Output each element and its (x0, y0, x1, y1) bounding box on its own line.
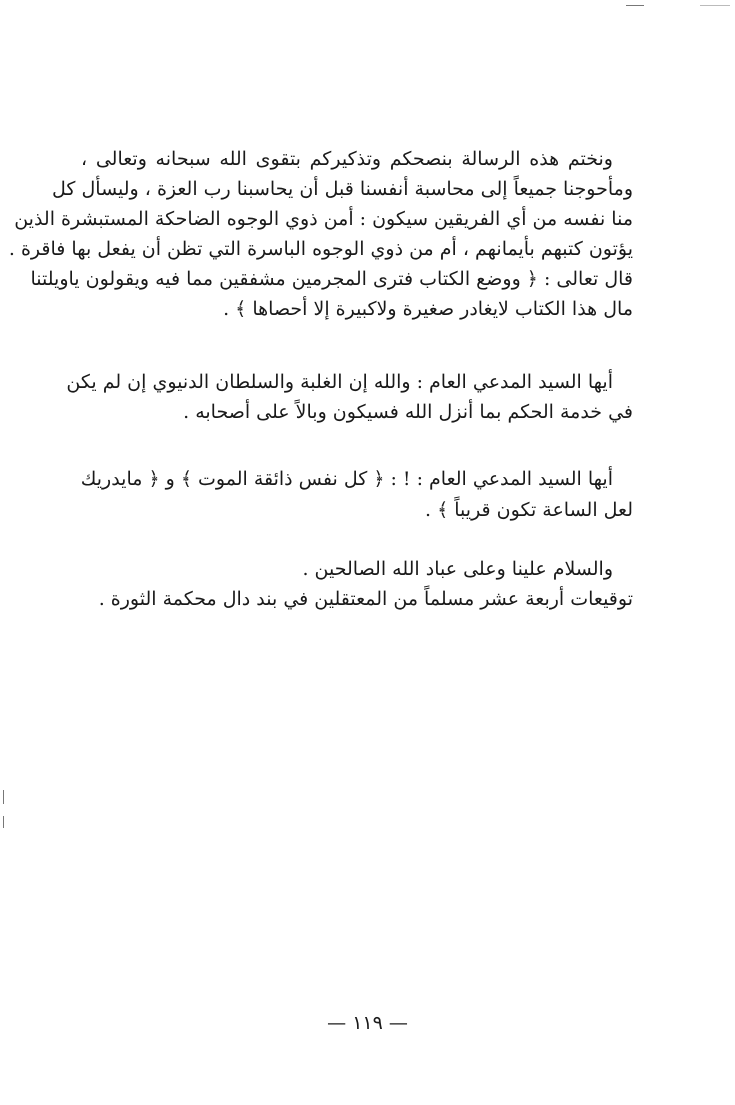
paragraph-2-line-1: أيها السيد المدعي العام : والله إن الغلبة والسلطان الدنيوي إن لم يكن (66, 371, 613, 393)
paragraph-1-line-5: قال تعالى : ﴿ ووضع الكتاب فترى المجرمين مشفقين مما فيه ويقولون ياويلتنا (30, 268, 633, 290)
scan-artifact-mark (3, 790, 4, 804)
paragraph-3-line-1: أيها السيد المدعي العام : ! : ﴿ كل نفس ذائقة الموت ﴾ و ﴿ مايدريك (80, 468, 613, 490)
paragraph-1-line-4: يؤتون كتبهم بأيمانهم ، أم من ذوي الوجوه الباسرة التي تظن أن يفعل بها فاقرة . (8, 238, 633, 260)
paragraph-5-line-1: توقيعات أربعة عشر مسلماً من المعتقلين في بند دال محكمة الثورة . (98, 588, 633, 610)
paragraph-2-line-2: في خدمة الحكم بما أنزل الله فسيكون وبالاً على أصحابه . (183, 401, 633, 423)
scan-artifact-mark (3, 816, 4, 828)
paragraph-3-line-2: لعل الساعة تكون قريباً ﴾ . (425, 499, 633, 521)
paragraph-4-line-1: والسلام علينا وعلى عباد الله الصالحين . (302, 558, 613, 580)
paragraph-1-line-1: ونختم هذه الرسالة بنصحكم وتذكيركم بتقوى الله سبحانه وتعالى ، (81, 148, 613, 170)
paragraph-1-line-3: منا نفسه من أي الفريقين سيكون : أمن ذوي الوجوه الضاحكة المستبشرة الذين (14, 208, 633, 230)
paragraph-1-line-2: ومأحوجنا جميعاً إلى محاسبة أنفسنا قبل أن يحاسبنا رب العزة ، وليسأل كل (52, 178, 633, 200)
paragraph-1-line-6: مال هذا الكتاب لايغادر صغيرة ولاكبيرة إلا أحصاها ﴾ . (223, 298, 633, 320)
page-number: — ١١٩ — (327, 1012, 408, 1034)
scan-artifact-mark (626, 5, 644, 6)
scan-artifact-mark (700, 5, 730, 6)
